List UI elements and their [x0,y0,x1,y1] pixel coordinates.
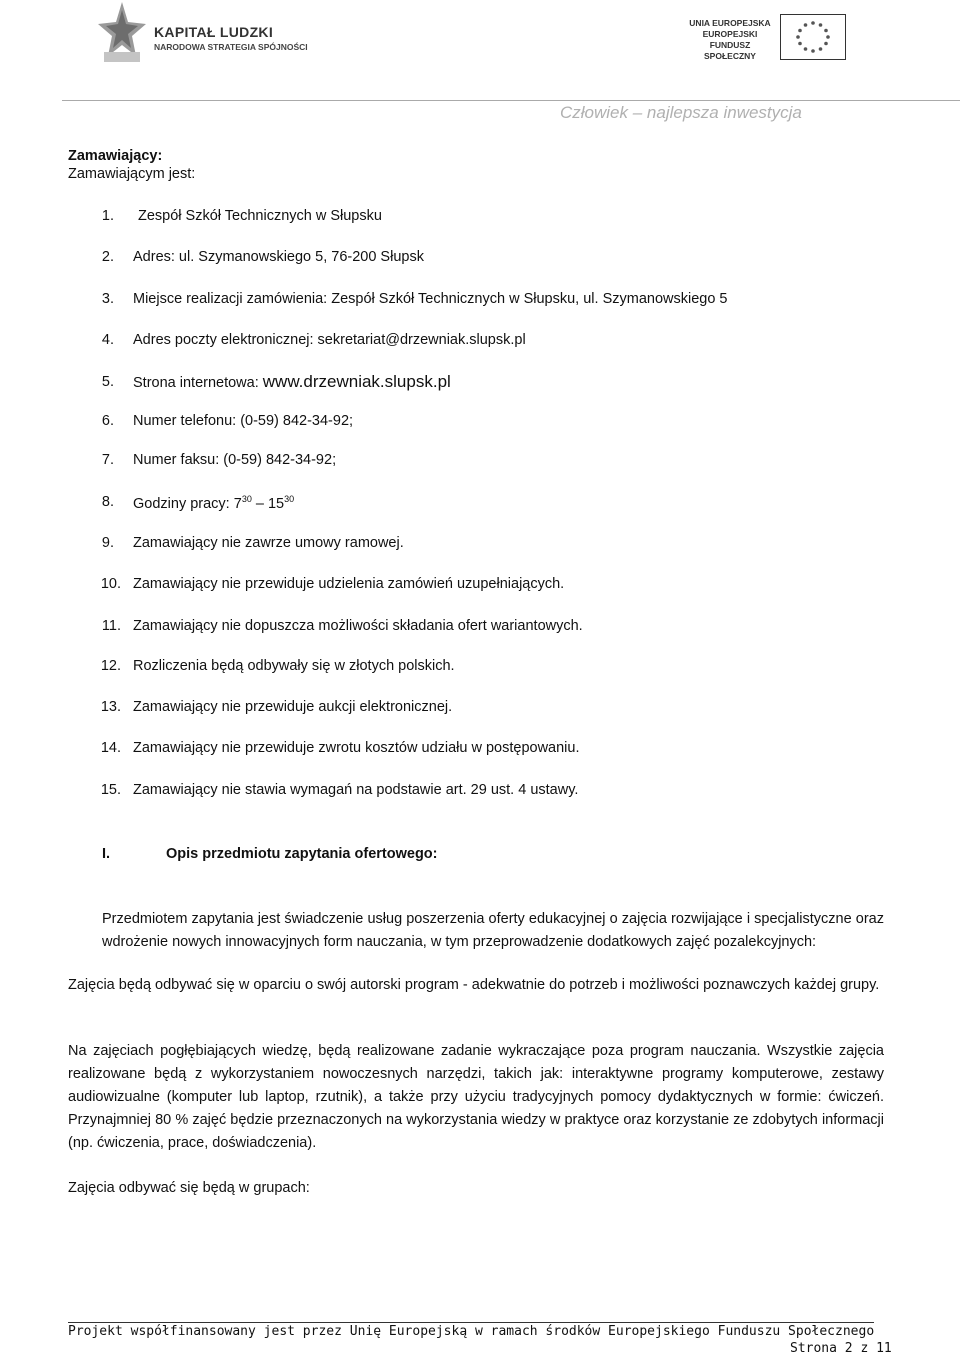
section-title: Opis przedmiotu zapytania ofertowego: [166,846,438,862]
list-item-text: Adres: ul. Szymanowskiego 5, 76-200 Słupsk [133,249,424,265]
paragraph: Przedmiotem zapytania jest świadczenie usług poszerzenia oferty edukacyjnej o zajęcia rozwijające i specjalistyczne oraz wdrożenie nowych innowacyjnych form nauczania, w tym przeprowadzenie dodatkowych zajęć pozalekcyjnych: [102,911,884,950]
working-hours-label: Godziny pracy: [133,496,230,512]
list-item-text: Zamawiający nie stawia wymagań na podstawie art. 29 ust. 4 ustawy. [133,782,579,798]
paragraph: Zajęcia będą odbywać się w oparciu o swój autorski program - adekwatnie do potrzeb i możliwości poznawczych każdej grupy. [68,977,880,993]
list-item-number: 3. [101,291,114,307]
list-item-text: Zamawiający nie dopuszcza możliwości składania ofert wariantowych. [133,618,583,634]
working-hours-dash: – [255,496,264,512]
list-item-text: Zamawiający nie przewiduje udzielenia zamówień uzupełniających. [133,576,565,592]
list-item-text [133,494,294,512]
list-item-number: 1. [101,208,114,224]
list-item-text: Numer telefonu: (0-59) 842-34-92; [133,413,354,429]
list-item-text: Miejsce realizacji zamówienia: Zespół Szkół Technicznych w Słupsku, ul. Szymanowskiego 5 [133,291,728,307]
list-item-text: Rozliczenia będą odbywały się w złotych polskich. [133,658,455,674]
list-item-text: Adres poczty elektronicznej: sekretariat@drzewniak.slupsk.pl [133,332,526,348]
website-link[interactable]: www.drzewniak.slupsk.pl [262,372,451,391]
ordering-party-heading: Zamawiający: [68,148,163,164]
list-item-text [133,372,451,392]
paragraph: Na zajęciach pogłębiających wiedzę, będą realizowane zadanie wykraczające poza program nauczania. Wszystkie zajęcia realizowane będą z wykorzystaniem nowoczesnych narzędzi, takich jak: interaktywne programy komputerowe, zestawy audiowizualne (komputer lub laptop, rzutnik), a także przy użyciu tradycyjnych pomocy dydaktycznych w formie: ćwiczeń. Przynajmniej 80 % zajęć będzie przeznaczonych na wykorzystania wiedzy w praktyce oraz korzystanie ze zdobytych informacji (np. ćwiczenia, prace, doświadczenia). [68,1043,884,1151]
ordering-party-intro: Zamawiającym jest: [68,166,196,182]
header-divider [62,100,960,101]
working-hours-from: $7^{30}$ [233,494,252,512]
list-item-number: 2. [101,249,114,265]
list-item-number: 7. [101,452,114,468]
list-item-number: 10. [100,576,121,592]
kapital-ludzki-star-icon [98,2,146,64]
kapital-ludzki-subtitle: NARODOWA STRATEGIA SPÓJNOŚCI [154,42,308,52]
list-item-number: 11. [101,618,121,634]
eu-logo-line2: EUROPEJSKI [702,29,758,39]
kapital-ludzki-logo [98,2,328,68]
list-item-number: 9. [101,535,114,551]
list-item-number: 5. [101,374,114,390]
list-item-number: 14. [100,740,121,756]
list-item-text: Zamawiający nie przewiduje zwrotu kosztów udziału w postępowaniu. [133,740,580,756]
eu-logo-line1: UNIA EUROPEJSKA [689,18,771,28]
eu-flag-icon [780,14,846,60]
paragraph: Zajęcia odbywać się będą w grupach: [68,1180,310,1196]
page-number: Strona 2 z 11 [790,1341,892,1356]
list-item-number: 4. [101,332,114,348]
website-label: Strona internetowa: [133,375,259,391]
header-slogan: Człowiek – najlepsza inwestycja [560,103,802,122]
eu-logo-line3: FUNDUSZ SPOŁECZNY [704,40,756,61]
list-item-number: 13. [100,699,121,715]
list-item-number: 12. [100,658,121,674]
list-item-text: Zamawiający nie przewiduje aukcji elektronicznej. [133,699,453,715]
section-numeral: I. [102,846,111,862]
list-item-text: Zamawiający nie zawrze umowy ramowej. [133,535,404,551]
list-item-text: Numer faksu: (0-59) 842-34-92; [133,452,337,468]
working-hours-to: $15^{30}$ [267,494,295,512]
list-item-number: 8. [101,494,114,510]
footer-text: Projekt współfinansowany jest przez Unię Europejską w ramach środków Europejskiego Funduszu Społecznego [68,1324,875,1339]
list-item-number: 15. [100,782,121,798]
eu-logo-text [686,18,774,62]
list-item-text: Zespół Szkół Technicznych w Słupsku [138,208,382,224]
kapital-ludzki-title: KAPITAŁ LUDZKI [154,24,274,40]
footer-divider [68,1322,874,1323]
list-item-number: 6. [101,413,114,429]
